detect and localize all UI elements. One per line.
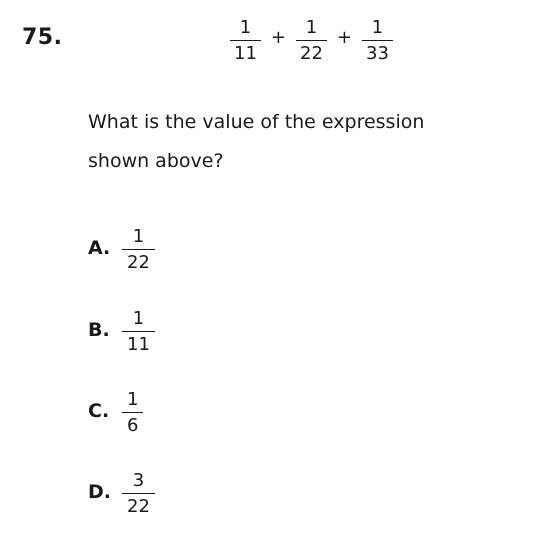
choice-a[interactable] [88, 228, 155, 272]
fraction-denominator: 22 [300, 43, 323, 64]
choice-fraction [122, 391, 143, 435]
fraction-numerator: 1 [305, 17, 318, 38]
choice-letter: D. [88, 481, 111, 503]
fraction-numerator: 1 [371, 17, 384, 38]
choice-fraction [122, 310, 155, 354]
choice-letter: B. [88, 319, 110, 341]
choice-fraction [122, 472, 155, 516]
expression [230, 12, 393, 70]
fraction-numerator: 1 [127, 389, 139, 410]
fraction-denominator: 6 [127, 415, 139, 436]
choice-d[interactable] [88, 472, 155, 516]
plus-operator: + [270, 26, 286, 48]
expression-fraction-3 [362, 19, 393, 63]
prompt-line-1: What is the value of the expression [88, 111, 425, 133]
fraction-denominator: 22 [127, 496, 150, 517]
fraction-denominator: 11 [127, 334, 150, 355]
choice-fraction [122, 228, 155, 272]
choice-b[interactable] [88, 310, 155, 354]
fraction-denominator: 11 [234, 43, 257, 64]
fraction-numerator: 1 [132, 308, 145, 329]
fraction-denominator: 33 [366, 43, 389, 64]
question-number: 75. [22, 25, 63, 50]
plus-operator: + [336, 26, 352, 48]
expression-fraction-2 [296, 19, 327, 63]
expression-fraction-1 [230, 19, 261, 63]
fraction-denominator: 22 [127, 252, 150, 273]
fraction-numerator: 1 [239, 17, 252, 38]
choice-letter: A. [88, 237, 111, 259]
choice-letter: C. [88, 400, 110, 422]
choice-c[interactable] [88, 391, 143, 435]
fraction-numerator: 1 [132, 226, 145, 247]
prompt-line-2: shown above? [88, 150, 224, 172]
fraction-numerator: 3 [132, 470, 145, 491]
question-prompt [88, 103, 508, 181]
